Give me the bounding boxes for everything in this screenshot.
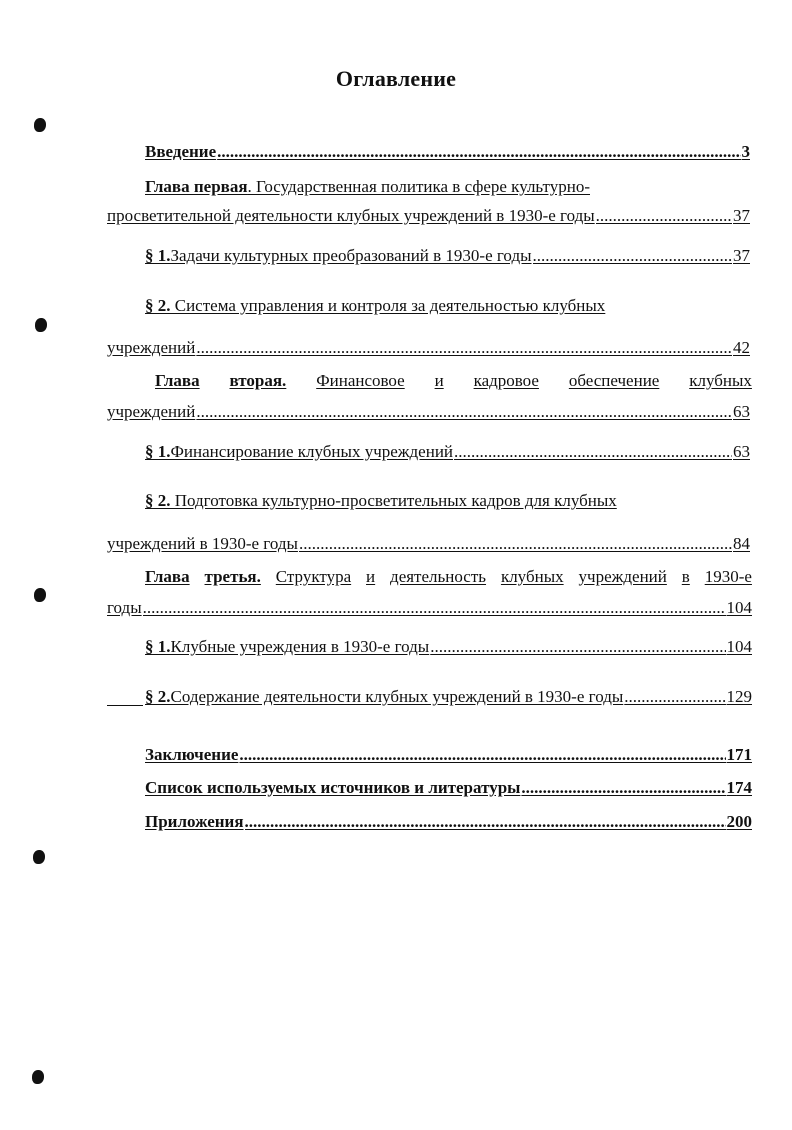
toc-entry-label: Введение [145, 142, 217, 161]
toc-section-title: Подготовка культурно-просветительных кадров для клубных [170, 491, 617, 510]
binder-hole-mark [32, 1070, 44, 1084]
toc-entry-conclusion[interactable] [145, 744, 752, 766]
toc-entry-ch3-sec1[interactable] [145, 636, 752, 658]
toc-leader [196, 337, 732, 359]
toc-word: деятельность [390, 567, 487, 586]
toc-leader [430, 636, 725, 658]
toc-word: и [434, 371, 444, 390]
toc-leader [217, 141, 740, 163]
toc-leader [596, 205, 732, 227]
toc-chapter-title: . Государственная политика в сфере культурно- [247, 177, 590, 196]
toc-word: вторая. [229, 371, 287, 390]
toc-page-number: 171 [726, 745, 752, 764]
toc-page-number: 84 [733, 534, 750, 553]
page-title: Оглавление [335, 66, 457, 91]
toc-entry-chapter-2-line1[interactable] [155, 370, 752, 392]
toc-entry-ch1-sec2-line1[interactable] [145, 295, 605, 317]
toc-leader [239, 744, 725, 766]
toc-chapter-label: Глава первая [145, 177, 248, 196]
toc-entry-chapter-3-line2[interactable] [107, 597, 752, 619]
toc-leader [299, 533, 732, 555]
toc-section-number: § 2. [145, 296, 171, 315]
toc-page-number: 200 [726, 812, 752, 831]
toc-chapter-title-cont: учреждений [107, 402, 196, 421]
indent-rule [107, 705, 143, 706]
toc-page-number: 174 [726, 778, 752, 797]
toc-section-title: Финансирование клубных учреждений [170, 442, 454, 461]
toc-entry-chapter-2-line2[interactable] [107, 401, 750, 423]
binder-hole-mark [34, 588, 46, 602]
toc-word: учреждений [578, 567, 667, 586]
toc-word: Глава [155, 371, 200, 390]
toc-section-title: Содержание деятельности клубных учреждений в 1930-е годы [170, 687, 624, 706]
toc-leader [143, 597, 726, 619]
toc-section-number: § 2. [145, 491, 171, 510]
toc-section-title: Задачи культурных преобразований в 1930-е годы [170, 246, 532, 265]
toc-page-number: 42 [733, 338, 750, 357]
toc-section-title-cont: учреждений [107, 338, 196, 357]
toc-word: 1930-е [704, 567, 752, 586]
toc-page-number: 63 [733, 402, 750, 421]
toc-leader [624, 686, 725, 708]
toc-section-number: § 1. [145, 442, 171, 461]
toc-leader [245, 811, 726, 833]
toc-section-number: § 2. [145, 687, 171, 706]
toc-page-number: 104 [726, 598, 752, 617]
toc-section-title-cont: учреждений в 1930-е годы [107, 534, 298, 553]
toc-leader [521, 777, 725, 799]
toc-chapter-title-cont: просветительной деятельности клубных учреждений в 1930-е годы [107, 206, 595, 225]
toc-page-number: 37 [733, 206, 750, 225]
toc-leader [454, 441, 732, 463]
toc-entry-label: Приложения [145, 812, 244, 831]
toc-entry-chapter-3-line1[interactable] [145, 566, 752, 588]
binder-hole-mark [35, 318, 47, 332]
toc-entry-ch2-sec2-line1[interactable] [145, 490, 617, 512]
toc-entry-label: Список используемых источников и литературы [145, 778, 521, 797]
toc-section-number: § 1. [145, 246, 171, 265]
toc-entry-ch3-sec2[interactable] [145, 686, 752, 708]
toc-word: в [681, 567, 690, 586]
binder-hole-mark [34, 118, 46, 132]
toc-page-number: 63 [733, 442, 750, 461]
toc-word: кадровое [473, 371, 539, 390]
toc-entry-ch2-sec2-line2[interactable] [107, 533, 750, 555]
toc-page-number: 37 [733, 246, 750, 265]
toc-entry-ch2-sec1[interactable] [145, 441, 750, 463]
toc-section-title: Клубные учреждения в 1930-е годы [170, 637, 430, 656]
toc-word: клубных [500, 567, 564, 586]
toc-entry-intro[interactable] [145, 141, 750, 163]
toc-entry-label: Заключение [145, 745, 239, 764]
toc-page-number: 104 [726, 637, 752, 656]
toc-word: третья. [204, 567, 261, 586]
toc-leader [533, 245, 732, 267]
toc-entry-chapter-1-line1[interactable] [145, 176, 590, 198]
toc-word: Структура [275, 567, 352, 586]
toc-word: клубных [689, 371, 752, 390]
toc-entry-appendix[interactable] [145, 811, 752, 833]
binder-hole-mark [33, 850, 45, 864]
toc-word: и [366, 567, 376, 586]
toc-entry-chapter-1-line2[interactable] [107, 205, 750, 227]
toc-leader [196, 401, 732, 423]
toc-entry-sources[interactable] [145, 777, 752, 799]
toc-chapter-title-cont: годы [107, 598, 142, 617]
toc-entry-ch1-sec2-line2[interactable] [107, 337, 750, 359]
toc-word: обеспечение [568, 371, 660, 390]
toc-entry-ch1-sec1[interactable] [145, 245, 750, 267]
toc-word: Финансовое [316, 371, 405, 390]
toc-section-title: Система управления и контроля за деятельностью клубных [170, 296, 606, 315]
toc-word: Глава [145, 567, 190, 586]
toc-page-number: 3 [741, 142, 750, 161]
toc-page-number: 129 [726, 687, 752, 706]
toc-section-number: § 1. [145, 637, 171, 656]
